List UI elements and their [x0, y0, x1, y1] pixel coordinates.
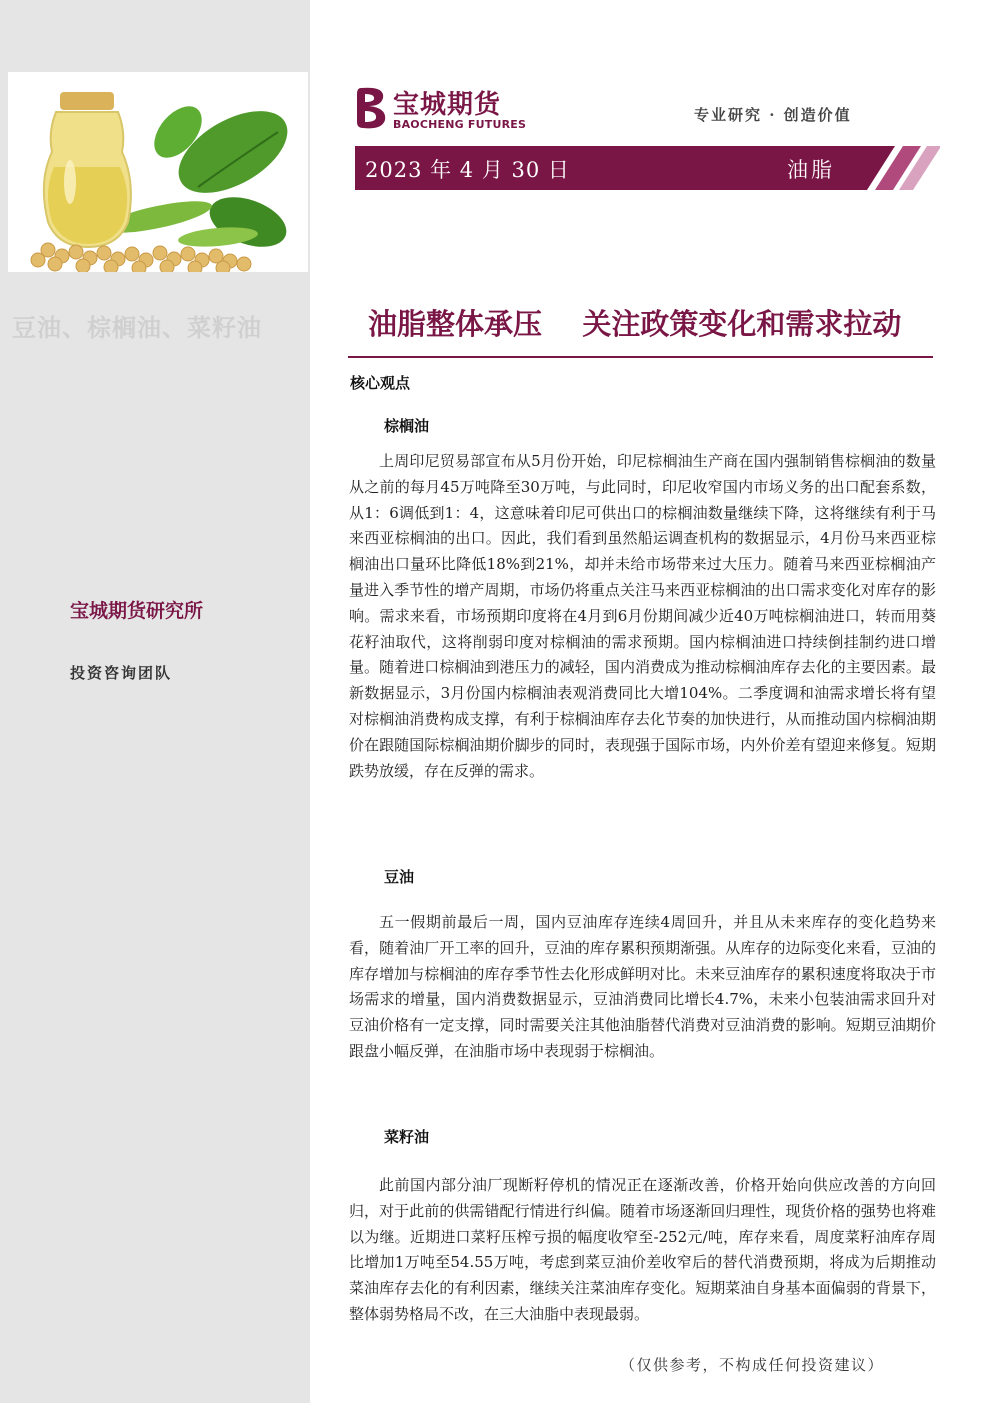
- section-heading-rapeseed-oil: 菜籽油: [384, 1128, 430, 1146]
- logo-english-name: BAOCHENG FUTURES: [393, 118, 527, 131]
- product-list: 豆油、棕榈油、菜籽油: [12, 314, 262, 342]
- disclaimer: （仅供参考，不构成任何投资建议）: [620, 1356, 885, 1374]
- section-heading-palm-oil: 棕榈油: [384, 417, 430, 435]
- section-heading-soybean-oil: 豆油: [384, 868, 415, 886]
- soybean-oil-illustration: [8, 72, 308, 272]
- title-divider: [348, 356, 933, 358]
- soybean-oil-jar-photo: [8, 72, 308, 272]
- institute-name: 宝城期货研究所: [70, 600, 204, 622]
- left-sidebar: [0, 0, 310, 1403]
- logo-chinese-name: 宝城期货: [393, 90, 502, 120]
- date-banner: [355, 146, 940, 190]
- company-slogan: 专业研究 · 创造价值: [694, 106, 852, 124]
- core-viewpoint-label: 核心观点: [350, 374, 411, 392]
- section-body-soybean-oil: 五一假期前最后一周，国内豆油库存连续4周回升，并且从未来库存的变化趋势来看，随着油厂开工率的回升，豆油的库存累积预期渐强。从库存的边际变化来看，豆油的库存增加与棕榈油的库存季节性去化形成鲜明对比。未来豆油库存的累积速度将取决于市场需求的增量，国内消费数据显示，豆油消费同比增长4.7%，未来小包装油需求回升对豆油价格有一定支撑，同时需要关注其他油脂替代消费对豆油消费的影响。短期豆油期价跟盘小幅反弹，在油脂市场中表现弱于棕榈油。: [349, 913, 936, 1060]
- report-date: 2023 年 4 月 30 日: [365, 158, 570, 182]
- report-sector: 油脂: [787, 158, 835, 182]
- section-body-rapeseed-oil: 此前国内部分油厂现断籽停机的情况正在逐渐改善，价格开始向供应改善的方向回归，对于此前的供需错配行情进行纠偏。随着市场逐渐回归理性，现货价格的强势也将难以为继。近期进口菜籽压榨亏损的幅度收窄至-252元/吨，库存来看，周度菜籽油库存周比增加1万吨至54.55万吨，考虑到菜豆油价差收窄后的替代消费预期，将成为后期推动菜油库存去化的有利因素，继续关注菜油库存变化。短期菜油自身基本面偏弱的背景下，整体弱势格局不改，在三大油脂中表现最弱。: [349, 1176, 936, 1323]
- company-logo: [355, 84, 535, 134]
- section-body-palm-oil: 上周印尼贸易部宣布从5月份开始，印尼棕榈油生产商在国内强制销售棕榈油的数量从之前的每月45万吨降至30万吨，与此同时，印尼收窄国内市场义务的出口配套系数，从1：6调低到1：4，这意味着印尼可供出口的棕榈油数量继续下降，这将继续有利于马来西亚棕榈油的出口。因此，我们看到虽然船运调查机构的数据显示，4月份马来西亚棕榈油出口量环比降低18%到21%，却并未给市场带来过大压力。随着马来西亚棕榈油产量进入季节性的增产周期，市场仍将重点关注马来西亚棕榈油的出口需求变化对库存的影响。需求来看，市场预期印度将在4月到6月份期间减少近40万吨棕榈油进口，转而用葵花籽油取代，这将削弱印度对棕榈油的需求预期。国内棕榈油进口持续倒挂制约进口增量。随着进口棕榈油到港压力的减轻，国内消费成为推动棕榈油库存去化的主要因素。最新数据显示，3月份国内棕榈油表观消费同比大增104%。二季度调和油需求增长将有望对棕榈油消费构成支撑，有利于棕榈油库存去化节奏的加快进行，从而推动国内棕榈油期价在跟随国际棕榈油期价脚步的同时，表现强于国际市场，内外价差有望迎来修复。短期跌势放缓，存在反弹的需求。: [349, 452, 936, 780]
- team-name: 投资咨询团队: [70, 664, 173, 682]
- baocheng-logo-icon: [355, 84, 391, 132]
- report-title: 油脂整体承压 关注政策变化和需求拉动: [368, 307, 902, 341]
